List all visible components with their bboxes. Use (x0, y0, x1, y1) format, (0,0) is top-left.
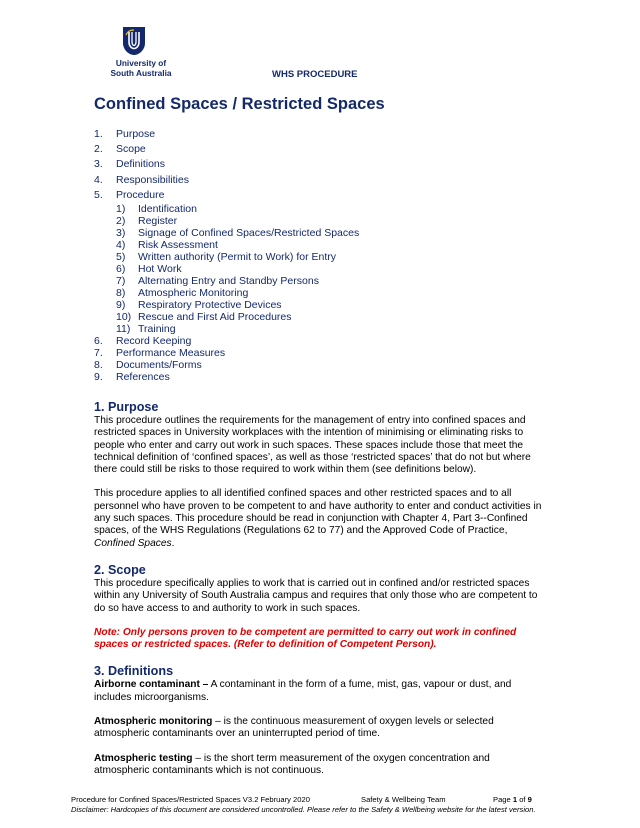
toc-item[interactable]: 2. Scope (94, 143, 146, 156)
definition-item: Atmospheric testing – is the short term measurement of the oxygen concentration and atmospheric contaminants which is not continuous. (94, 752, 490, 776)
toc-subitem[interactable]: 8) Atmospheric Monitoring (116, 287, 249, 300)
toc-item[interactable]: 1. Purpose (94, 128, 156, 140)
purpose-heading: 1. Purpose (94, 400, 159, 414)
scope-heading: 2. Scope (94, 562, 146, 577)
definition-item: Atmospheric monitoring – is the continuous measurement of oxygen levels or selected atmospheric contaminants over an uninterrupted period of time. (94, 716, 494, 740)
unisa-crest-icon (122, 26, 146, 56)
toc-subsection (94, 203, 554, 335)
purpose-paragraph-2: This procedure applies to all identified confined spaces and other restricted spaces and to all personnel who have proven to be competent to and have authority to enter and conduct activities in any such spaces. This procedure should be read in conjunction with Chapter 4, Part 3--Confined spaces, of the WHS Regulations (Regulations 62 to 77) and the Approved Code of Practice, Confined Spaces. (94, 488, 542, 549)
toc-item[interactable]: 4. Responsibilities (94, 173, 189, 186)
definition-item: Airborne contaminant – A contaminant in the form of a fume, mist, gas, vapour or dust, and includes microorganisms. (94, 679, 512, 703)
toc-item[interactable]: 6. Record Keeping (94, 335, 192, 348)
toc-subitem[interactable]: 3) Signage of Confined Spaces/Restricted Spaces (116, 227, 360, 240)
document-body (94, 399, 544, 777)
toc-subitem[interactable]: 1) Identification (116, 203, 197, 216)
competency-note: Note: Only persons proven to be competent are permitted to carry out work in confined spaces or restricted spaces. (Refer to definition of Competent Person). (94, 626, 517, 651)
document-type: WHS PROCEDURE (272, 69, 358, 80)
definitions-heading: 3. Definitions (94, 664, 174, 679)
scope-paragraph: This procedure specifically applies to work that is carried out in confined and/or restricted spaces within any University of South Australia campus and requires that only those who are competent to do so have access to and authority to work in such spaces. (94, 577, 538, 614)
toc-subitem[interactable]: 9) Respiratory Protective Devices (116, 299, 282, 312)
toc-subitem[interactable]: 10) Rescue and First Aid Procedures (116, 311, 292, 324)
toc-subitem[interactable]: 2) Register (116, 215, 178, 228)
toc-item[interactable]: 8. Documents/Forms (94, 359, 202, 372)
toc-item[interactable]: 7. Performance Measures (94, 347, 226, 360)
toc-subitem[interactable]: 11) Training (116, 323, 176, 336)
logo-wordmark: University of South Australia (110, 58, 172, 78)
purpose-paragraph: This procedure outlines the requirements for the management of entry into confined spaces and restricted spaces in University workplaces with the intention of minimising or eliminating risks to people who enter and carry out work in such spaces. These spaces include those that meet the technical definition of ‘confined spaces’, as well as those ‘restricted spaces’ that do not but where there could still be risks to those required to work within them (see definitions below). (94, 415, 531, 476)
toc-item[interactable]: 3. Definitions (94, 158, 166, 171)
page-number: Page 1 of 9 (493, 795, 532, 804)
toc-subitem[interactable]: 4) Risk Assessment (116, 239, 218, 252)
page-title: Confined Spaces / Restricted Spaces (94, 95, 385, 113)
toc-subitem[interactable]: 6) Hot Work (116, 263, 182, 276)
toc-item[interactable]: 9. References (94, 371, 170, 384)
toc-item[interactable]: 5. Procedure (94, 188, 165, 201)
toc-subitem[interactable]: 7) Alternating Entry and Standby Persons (116, 275, 319, 288)
document-reference: Procedure for Confined Spaces/Restricted Spaces V3.2 February 2020 (71, 795, 310, 804)
table-of-contents (94, 127, 554, 383)
disclaimer: Disclaimer: Hardcopies of this document are considered uncontrolled. Please refer to the Safety & Wellbeing website for the latest version. (71, 805, 536, 814)
toc-subitem[interactable]: 5) Written authority (Permit to Work) for Entry (116, 251, 336, 264)
owning-team: Safety & Wellbeing Team (361, 795, 446, 804)
